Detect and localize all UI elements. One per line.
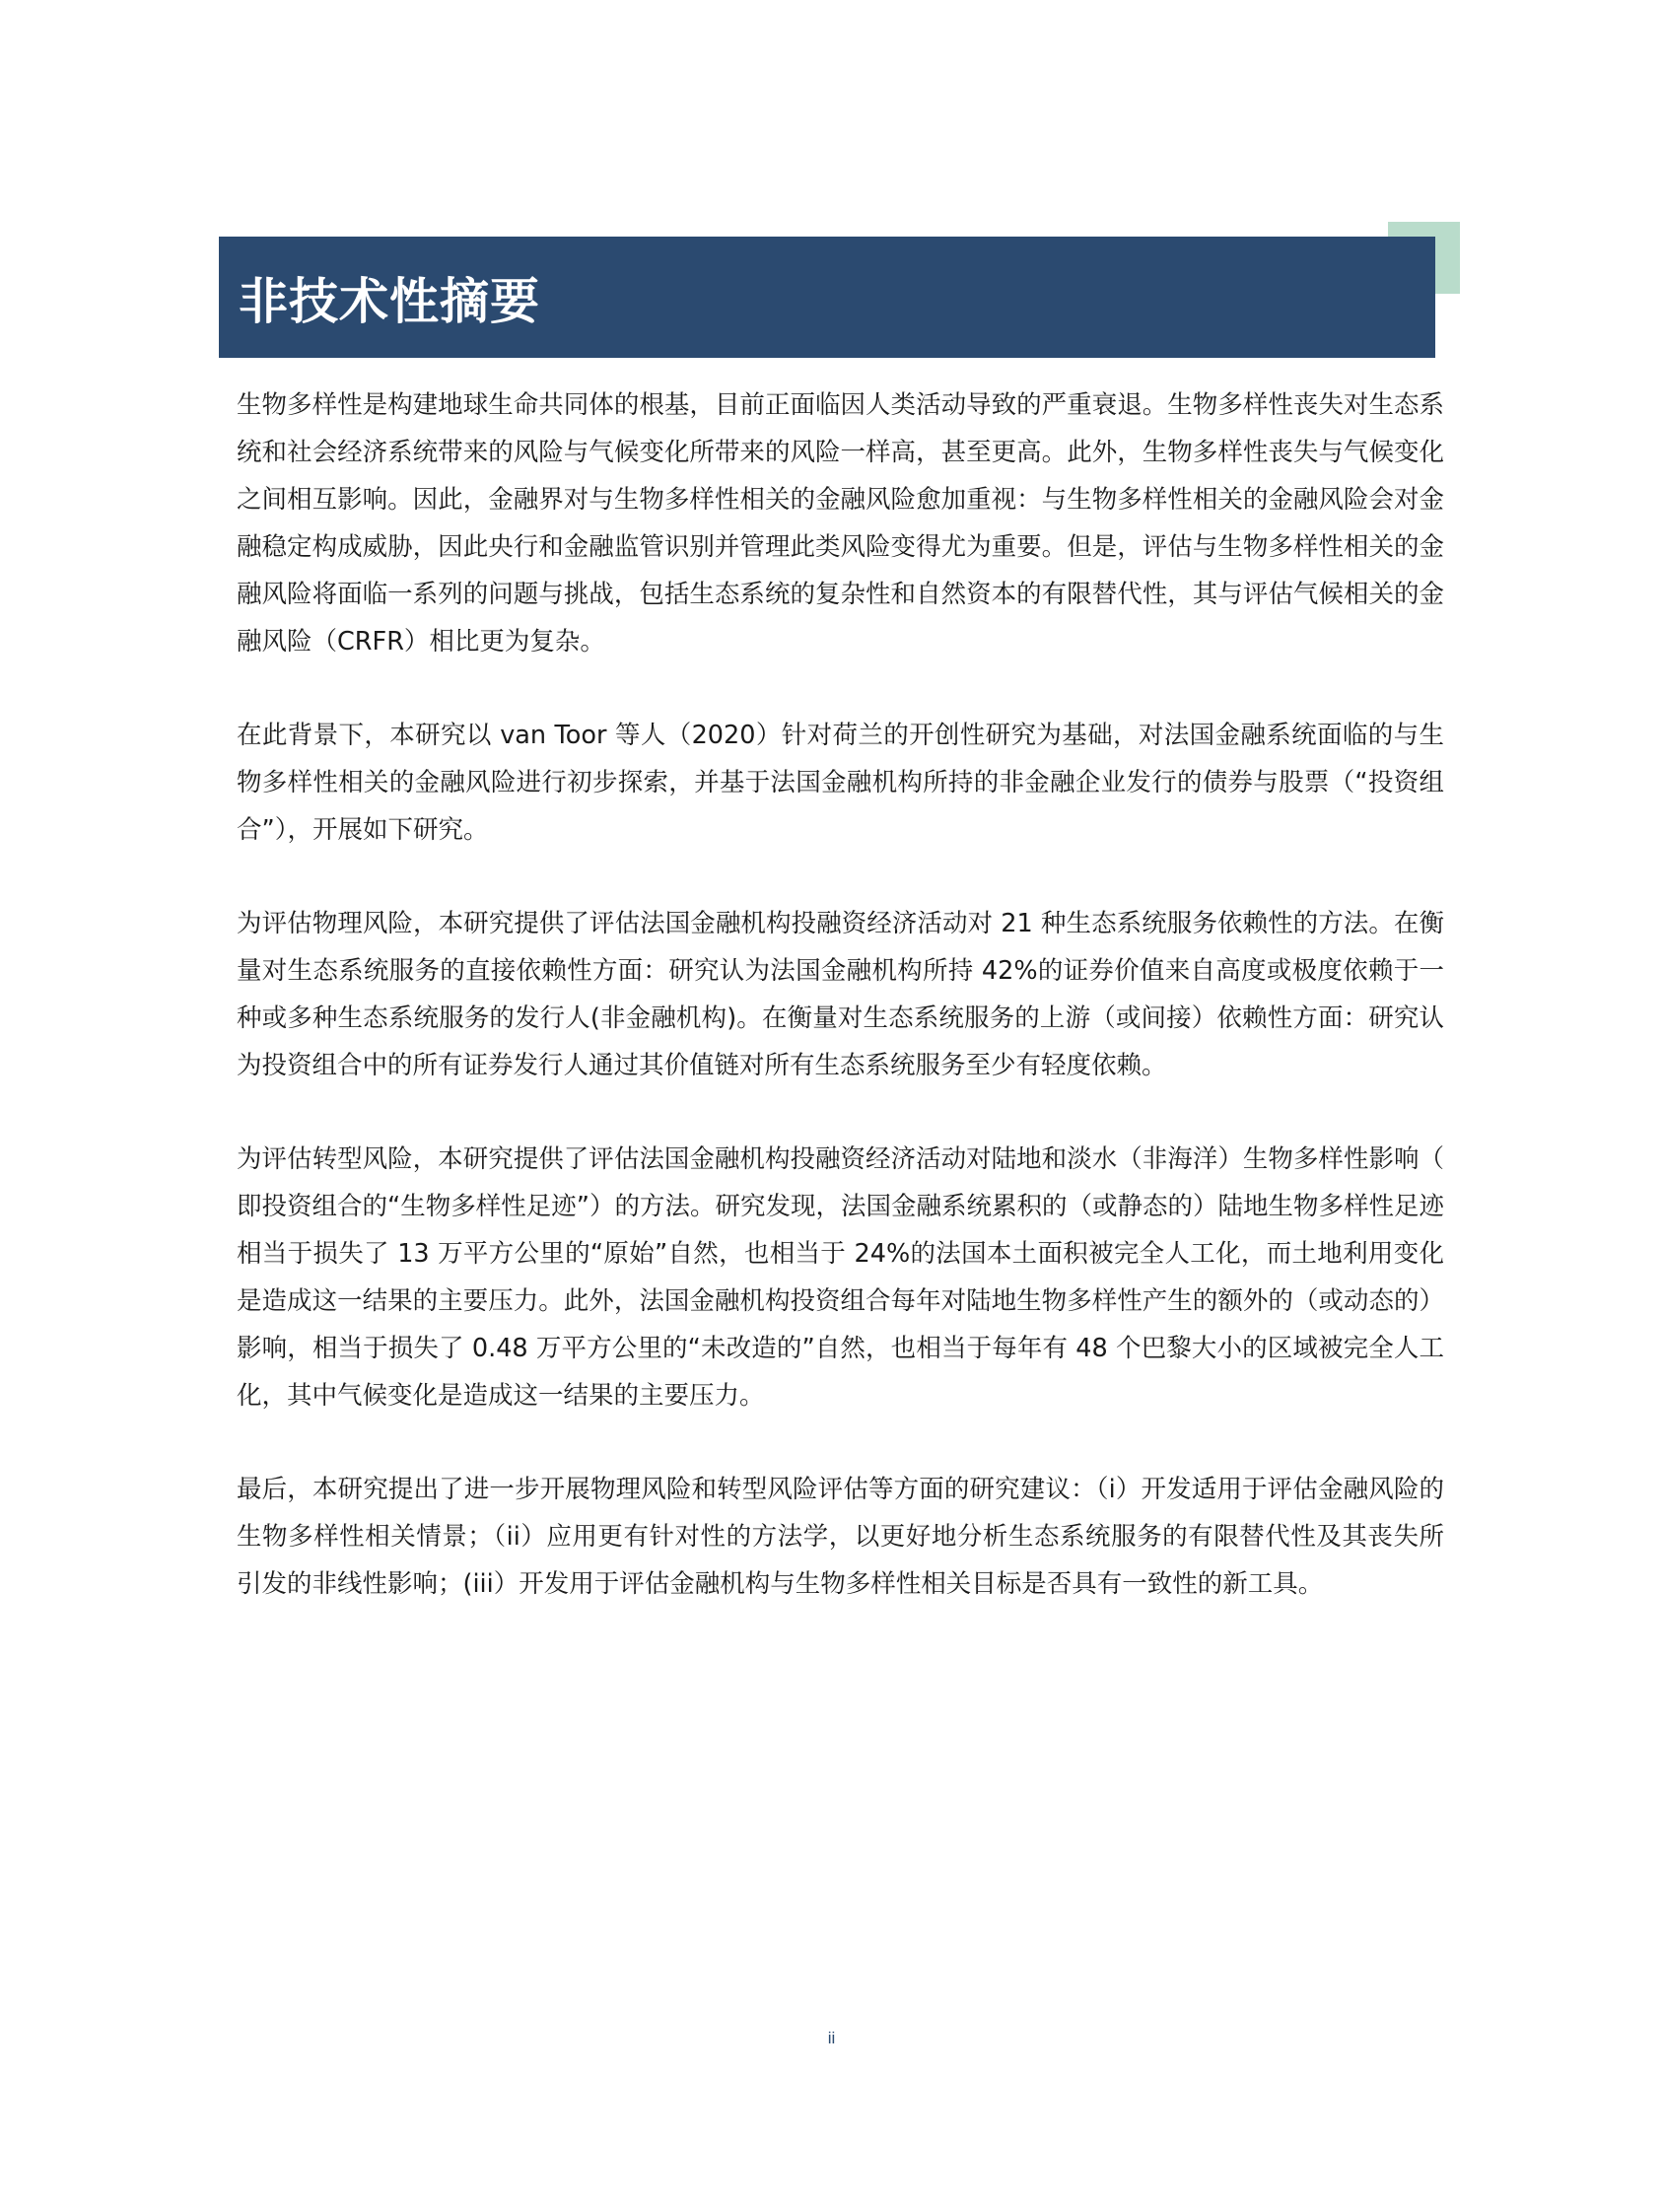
paragraph-background: 在此背景下，本研究以 van Toor 等人（2020）针对荷兰的开创性研究为基础，对法国金融系统面临的与生物多样性相关的金融风险进行初步探索，并基于法国金融机构所持的非金融企业发行的债券与股票（“投资组合”），开展如下研究。 [237, 721, 1444, 845]
paragraph-transition-risk: 为评估转型风险，本研究提供了评估法国金融机构投融资经济活动对陆地和淡水（非海洋）生物多样性影响（即投资组合的“生物多样性足迹”）的方法。研究发现，法国金融系统累积的（或静态的）陆地生物多样性足迹相当于损失了 13 万平方公里的“原始”自然，也相当于 24%的法国本土面积被完全人工化，而土地利用变化是造成这一结果的主要压力。此外，法国金融机构投资组合每年对陆地生物多样性产生的额外的（或动态的）影响，相当于损失了 0.48 万平方公里的“未改造的”自然，也相当于每年有 48 个巴黎大小的区域被完全人工化，其中气候变化是造成这一结果的主要压力。 [237, 1144, 1444, 1411]
summary-body [237, 381, 1444, 1654]
paragraph-physical-risk: 为评估物理风险，本研究提供了评估法国金融机构投融资经济活动对 21 种生态系统服务依赖性的方法。在衡量对生态系统服务的直接依赖性方面：研究认为法国金融机构所持 42%的证券价值来自高度或极度依赖于一种或多种生态系统服务的发行人(非金融机构)。在衡量对生态系统服务的上游（或间接）依赖性方面：研究认为投资组合中的所有证券发行人通过其价值链对所有生态系统服务至少有轻度依赖。 [237, 909, 1444, 1080]
page-title: 非技术性摘要 [239, 272, 540, 330]
paragraph-intro: 生物多样性是构建地球生命共同体的根基，目前正面临因人类活动导致的严重衰退。生物多样性丧失对生态系统和社会经济系统带来的风险与气候变化所带来的风险一样高，甚至更高。此外，生物多样性丧失与气候变化之间相互影响。因此，金融界对与生物多样性相关的金融风险愈加重视：与生物多样性相关的金融风险会对金融稳定构成威胁，因此央行和金融监管识别并管理此类风险变得尤为重要。但是，评估与生物多样性相关的金融风险将面临一系列的问题与挑战，包括生态系统的复杂性和自然资本的有限替代性，其与评估气候相关的金融风险（CRFR）相比更为复杂。 [237, 390, 1444, 657]
title-bar [219, 237, 1435, 358]
paragraph-recommendations: 最后，本研究提出了进一步开展物理风险和转型风险评估等方面的研究建议：（i）开发适用于评估金融风险的生物多样性相关情景；（ii）应用更有针对性的方法学，以更好地分析生态系统服务的有限替代性及其丧失所引发的非线性影响；(iii）开发用于评估金融机构与生物多样性相关目标是否具有一致性的新工具。 [237, 1475, 1444, 1599]
page-number: ii [827, 2029, 836, 2047]
